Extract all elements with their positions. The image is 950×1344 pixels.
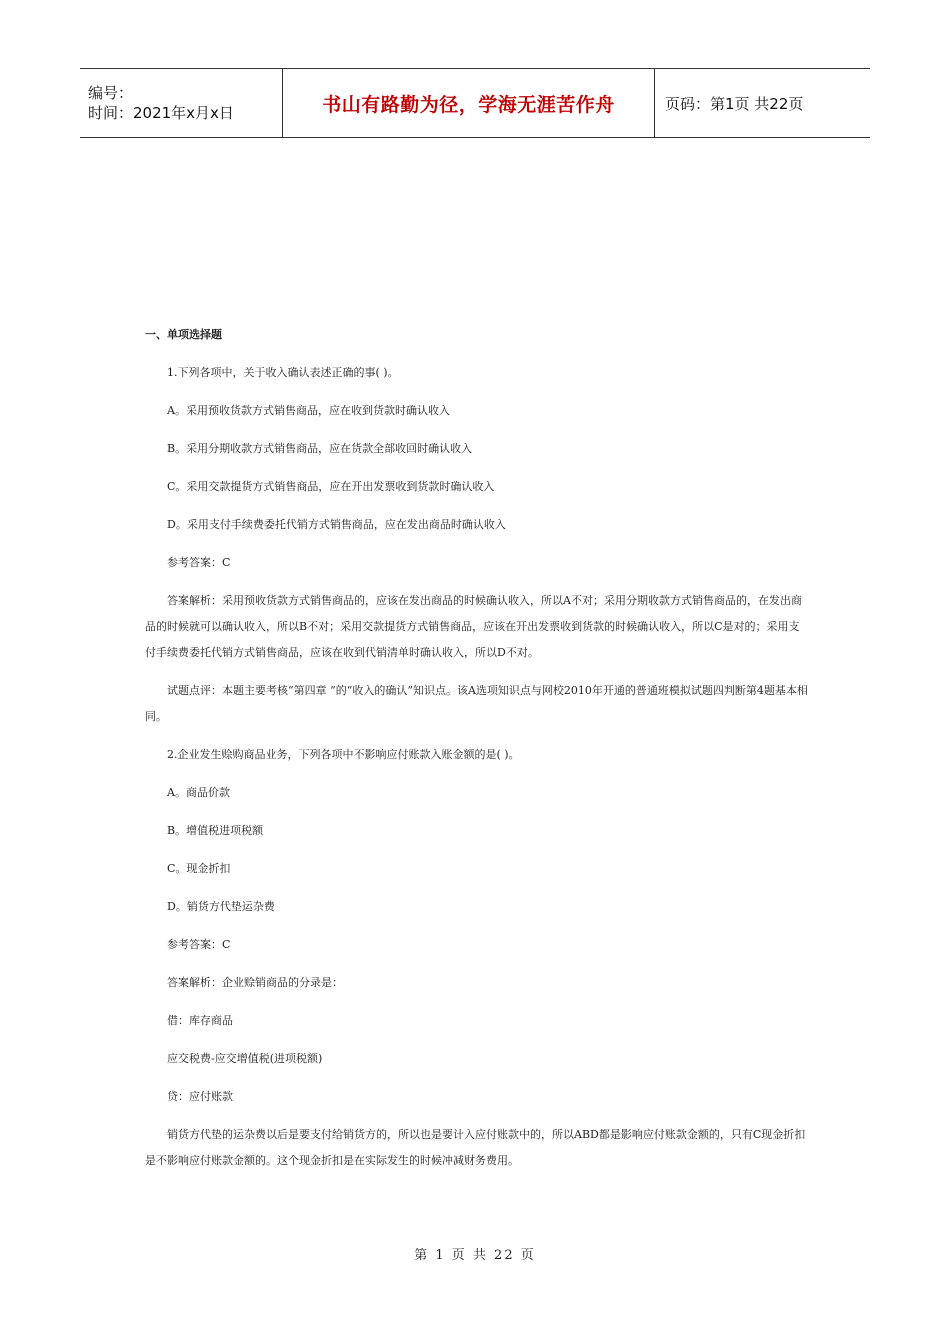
- answer-1: 参考答案：C: [167, 556, 231, 569]
- option-1d: D。采用支付手续费委托代销方式销售商品，应在发出商品时确认收入: [167, 518, 506, 531]
- option-2c: C。现金折扣: [167, 862, 231, 875]
- document-header: [80, 68, 870, 138]
- question-1: 1.下列各项中，关于收入确认表述正确的事( )。: [167, 366, 399, 379]
- number-label: 编号：: [88, 84, 134, 102]
- page-footer: 第 1 页 共 22 页: [414, 1248, 536, 1263]
- journal-debit: 借：库存商品: [167, 1014, 233, 1027]
- document-body: [145, 322, 810, 1186]
- option-2a: A。商品价款: [167, 786, 230, 799]
- header-motto: 书山有路勤为径，学海无涯苦作舟: [282, 69, 655, 137]
- section-title: 一、单项选择题: [145, 328, 222, 341]
- option-1b: B。采用分期收款方式销售商品，应在货款全部收回时确认收入: [167, 442, 473, 455]
- question-2: 2.企业发生赊购商品业务，下列各项中不影响应付账款入账金额的是( )。: [167, 748, 520, 761]
- header-page-info: 页码：第1页 共22页: [665, 94, 804, 113]
- time-label: 时间：2021年x月x日: [88, 104, 234, 122]
- explanation-2-detail: 销货方代垫的运杂费以后是要支付给销货方的，所以也是要计入应付账款中的，所以ABD都是影响应付账款金额的，只有C现金折扣是不影响应付账款金额的。这个现金折扣是在实际发生的时候冲减财务费用。: [145, 1128, 806, 1167]
- option-1a: A。采用预收货款方式销售商品，应在收到货款时确认收入: [167, 404, 450, 417]
- header-meta: [80, 69, 282, 137]
- journal-tax: 应交税费-应交增值税(进项税额): [167, 1052, 323, 1065]
- option-1c: C。采用交款提货方式销售商品，应在开出发票收到货款时确认收入: [167, 480, 495, 493]
- explanation-2: 答案解析：企业赊销商品的分录是：: [167, 976, 343, 989]
- option-2d: D。销货方代垫运杂费: [167, 900, 275, 913]
- journal-credit: 贷：应付账款: [167, 1090, 233, 1103]
- comment-1: 试题点评：本题主要考核“第四章 ”的“收入的确认”知识点。该A选项知识点与网校2010年开通的普通班模拟试题四判断第4题基本相同。: [145, 684, 808, 723]
- answer-2: 参考答案：C: [167, 938, 231, 951]
- explanation-1: 答案解析：采用预收货款方式销售商品的，应该在发出商品的时候确认收入，所以A不对；采用分期收款方式销售商品的，在发出商品的时候就可以确认收入，所以B不对；采用交款提货方式销售商品，应该在开出发票收到货款的时候确认收入，所以C是对的；采用支付手续费委托代销方式销售商品，应该在收到代销清单时确认收入，所以D不对。: [145, 594, 802, 659]
- option-2b: B。增值税进项税额: [167, 824, 264, 837]
